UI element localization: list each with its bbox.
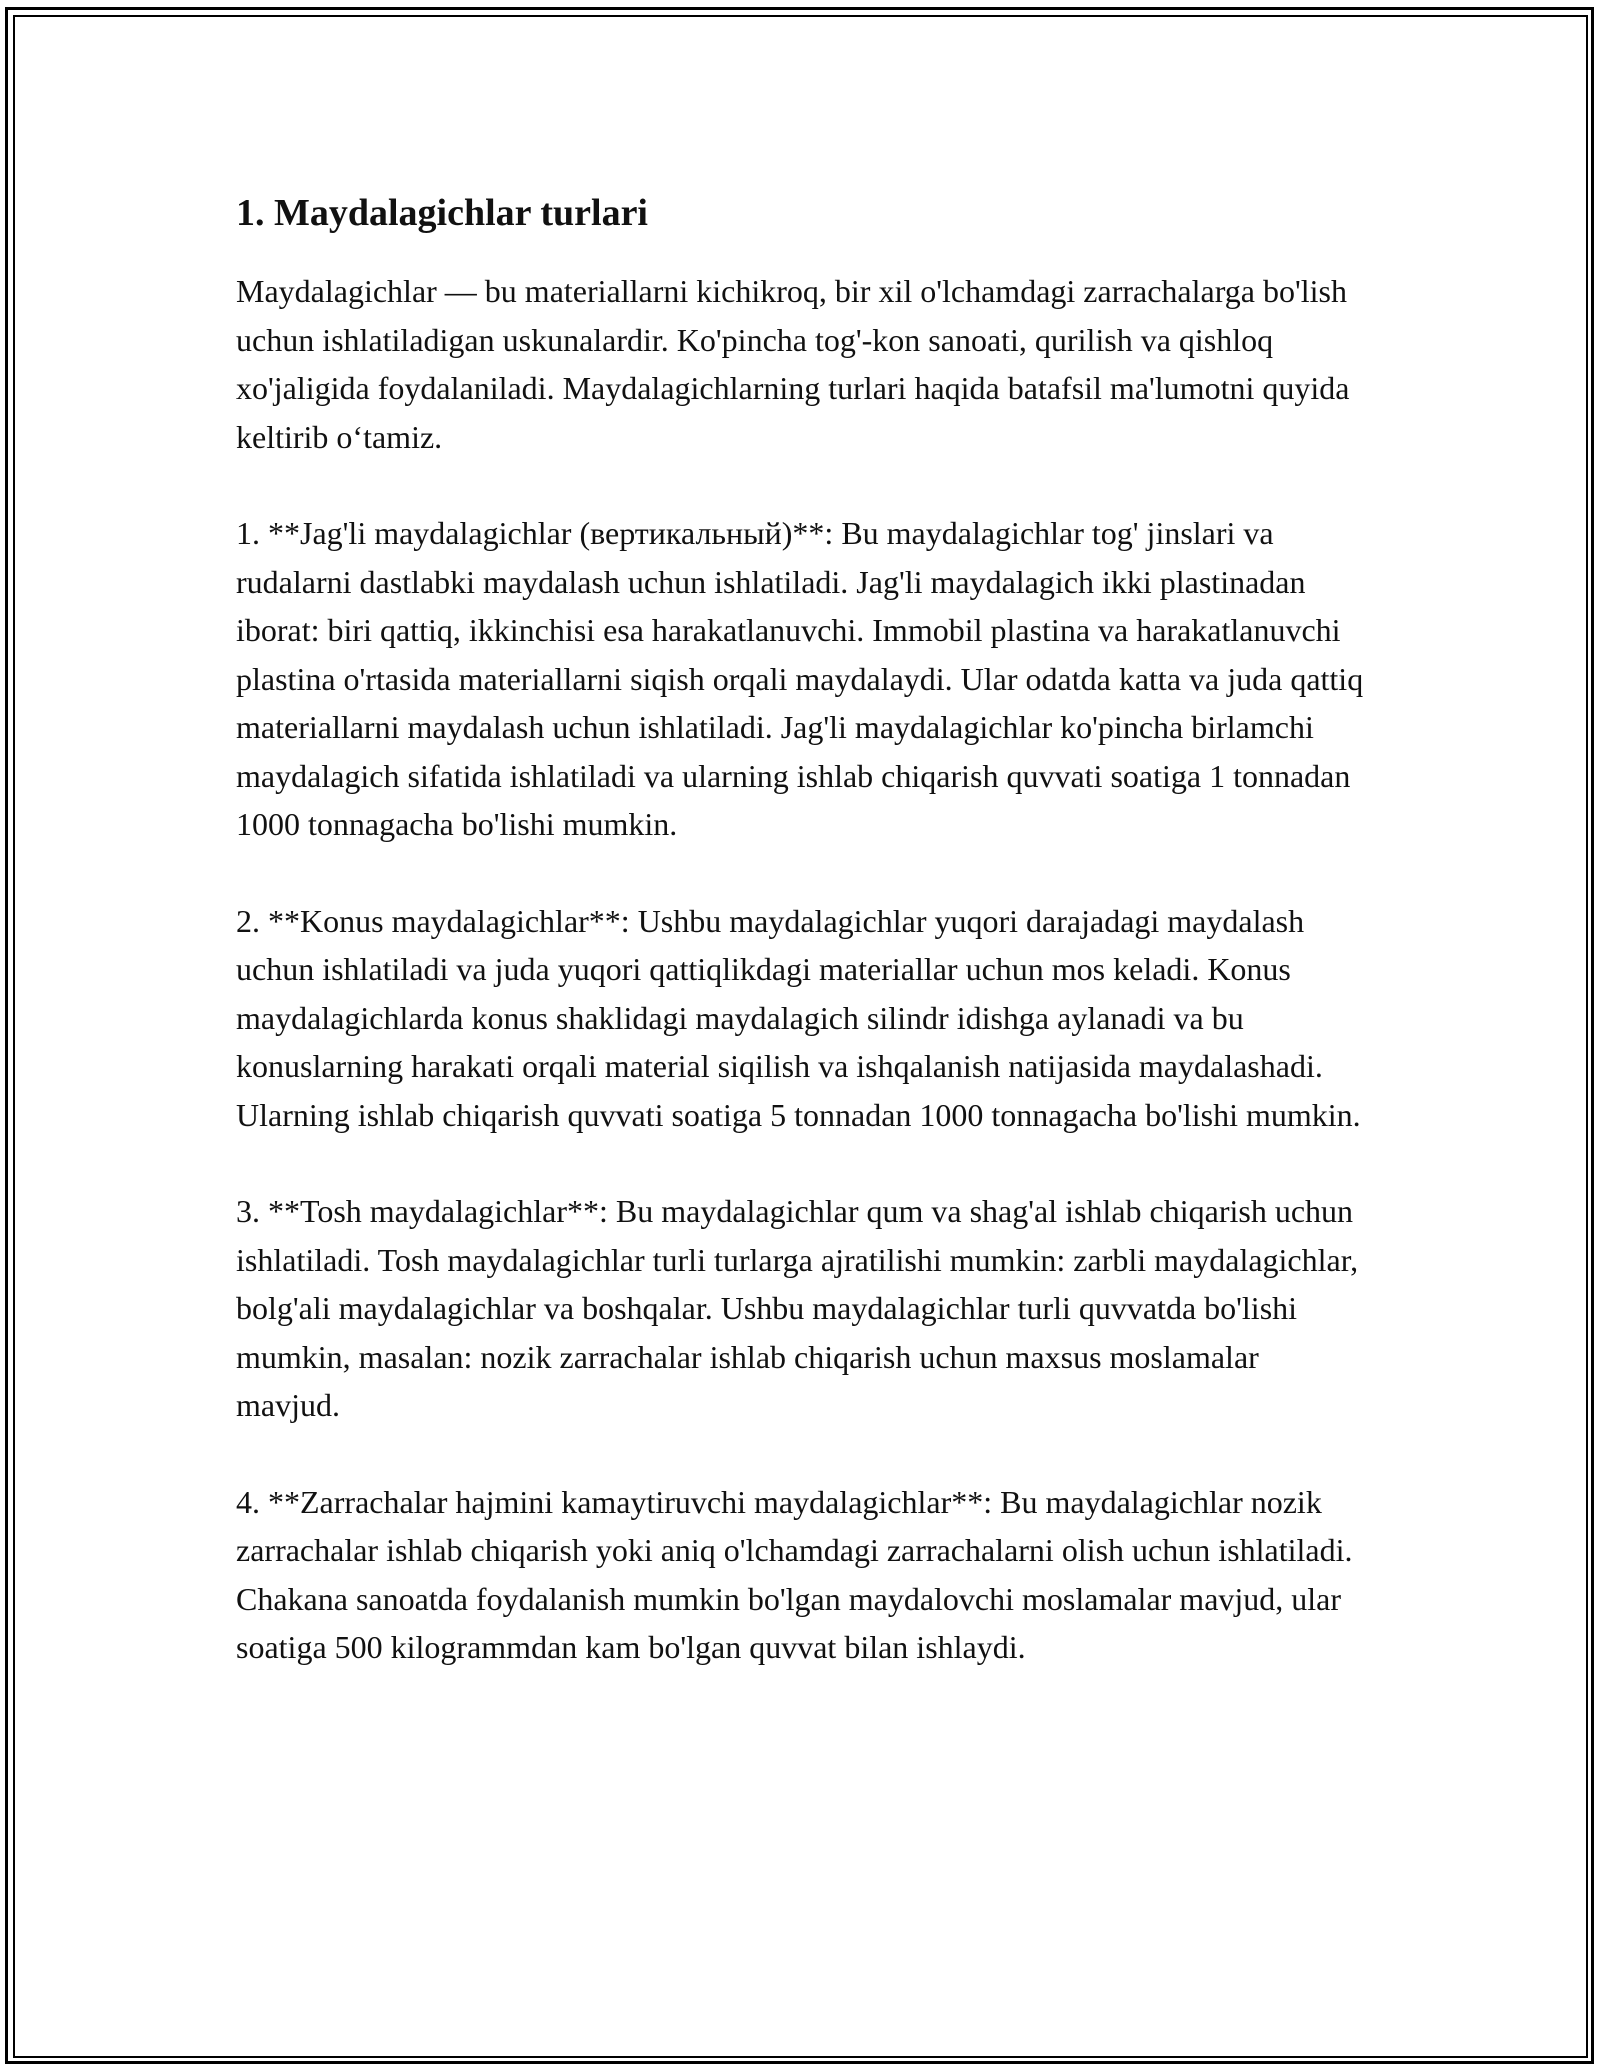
document-body <box>236 185 1366 1720</box>
paragraph-jaw-crushers: 1. **Jag'li maydalagichlar (вертикальный)**: Bu maydalagichlar tog' jinslari va rudalarni dastlabki maydalash uchun ishlatiladi. Jag'li maydalagich ikki plastinadan iborat: biri qattiq, ikkinchisi esa harakatlanuvchi. Immobil plastina va harakatlanuvchi plastina o'rtasida materiallarni siqish orqali maydalaydi. Ular odatda katta va juda qattiq materiallarni maydalash uchun ishlatiladi. Jag'li maydalagichlar ko'pincha birlamchi maydalagich sifatida ishlatiladi va ularning ishlab chiqarish quvvati soatiga 1 tonnadan 1000 tonnagacha bo'lishi mumkin. <box>236 515 1364 842</box>
intro-paragraph: Maydalagichlar — bu materiallarni kichikroq, bir xil o'lchamdagi zarrachalarga bo'lish uchun ishlatiladigan uskunalardir. Ko'pincha tog'-kon sanoati, qurilish va qishloq xo'jaligida foydalaniladi. Maydalagichlarning turlari haqida batafsil ma'lumotni quyida keltirib o‘tamiz. <box>236 273 1350 455</box>
paragraph-stone-crushers: 3. **Tosh maydalagichlar**: Bu maydalagichlar qum va shag'al ishlab chiqarish uchun ishlatiladi. Tosh maydalagichlar turli turlarga ajratilishi mumkin: zarbli maydalagichlar, bolg'ali maydalagichlar va boshqalar. Ushbu maydalagichlar turli quvvatda bo'lishi mumkin, masalan: nozik zarrachalar ishlab chiqarish uchun maxsus moslamalar mavjud. <box>236 1193 1359 1423</box>
document-title: 1. Maydalagichlar turlari <box>236 192 648 234</box>
paragraph-particle-size-crushers: 4. **Zarrachalar hajmini kamaytiruvchi maydalagichlar**: Bu maydalagichlar nozik zarrachalar ishlab chiqarish yoki aniq o'lchamdagi zarrachalarni olish uchun ishlatiladi. Chakana sanoatda foydalanish mumkin bo'lgan maydalovchi moslamalar mavjud, ular soatiga 500 kilogrammdan kam bo'lgan quvvat bilan ishlaydi. <box>236 1483 1353 1665</box>
paragraph-cone-crushers: 2. **Konus maydalagichlar**: Ushbu maydalagichlar yuqori darajadagi maydalash uchun ishlatiladi va juda yuqori qattiqlikdagi materiallar uchun mos keladi. Konus maydalagichlarda konus shaklidagi maydalagich silindr idishga aylanadi va bu konuslarning harakati orqali material siqilish va ishqalanish natijasida maydalashadi. Ularning ishlab chiqarish quvvati soatiga 5 tonnadan 1000 tonnagacha bo'lishi mumkin. <box>236 902 1361 1133</box>
